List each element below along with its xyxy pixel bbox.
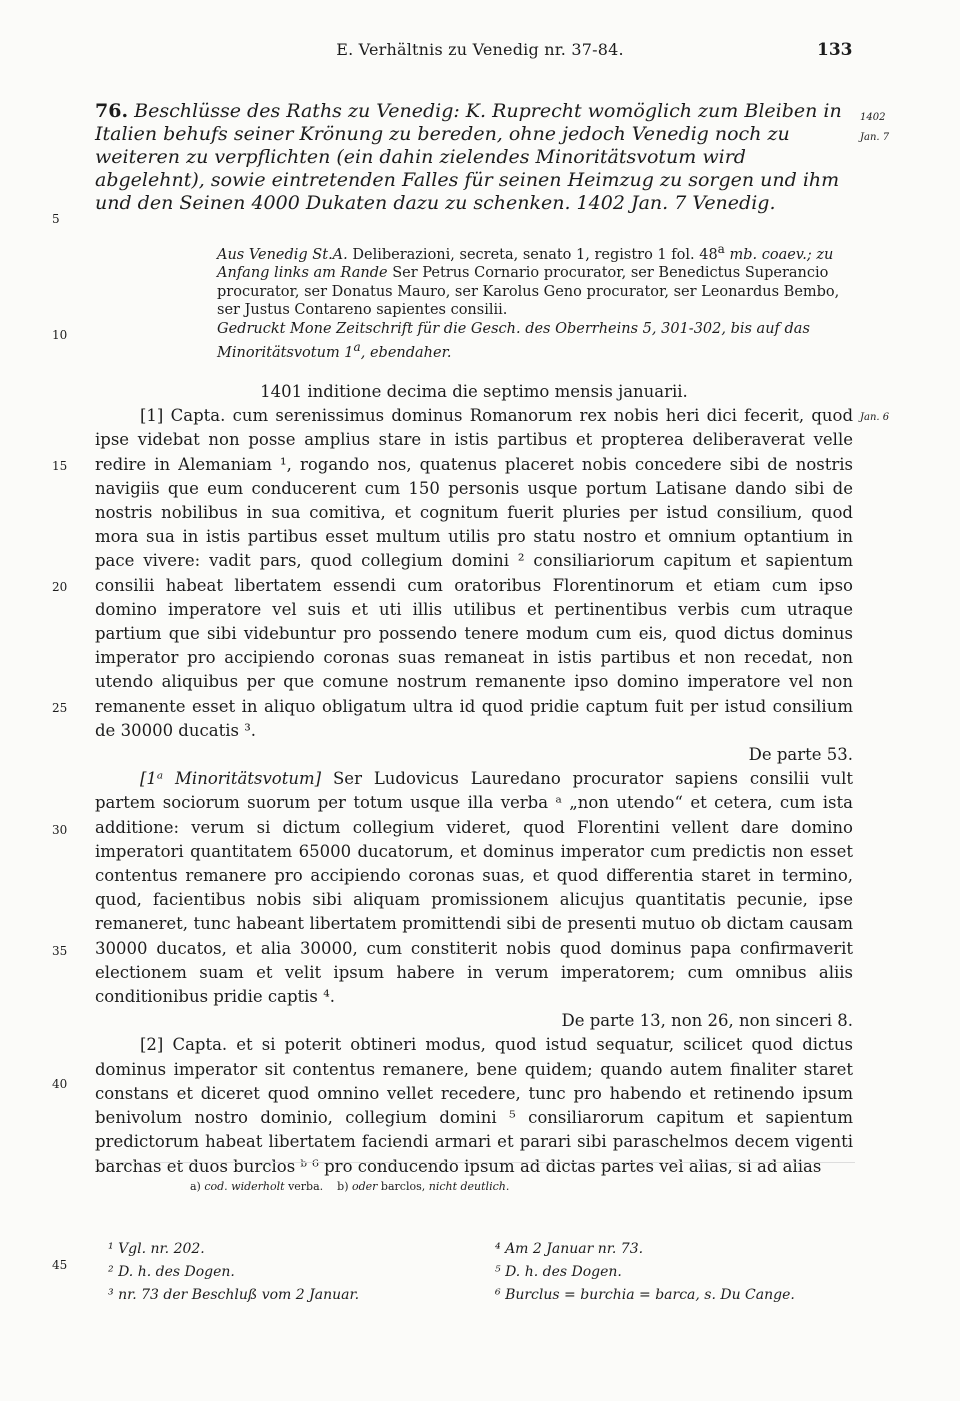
line-number: 25 [52, 701, 68, 715]
paragraph-label: [1ᵃ Minoritätsvotum] [140, 769, 322, 789]
critical-apparatus: a) cod. widerholt verba. b) oder barclos, nicht deutlich. [190, 1180, 510, 1193]
line-number: 30 [52, 823, 68, 837]
page-number: 133 [817, 40, 853, 60]
paragraph-label: [1] Capta. [140, 406, 226, 426]
line-number: 20 [52, 580, 68, 594]
divider [98, 1162, 855, 1163]
document-title [95, 100, 855, 215]
paragraph-label: [2] Capta. [140, 1035, 228, 1055]
line-number: 35 [52, 944, 68, 958]
main-text [95, 380, 853, 1179]
source-archive: Aus Venedig St.A. Deliberazioni, secreta, senato 1, registro 1 fol. 48$^a$ mb. coaev.; zu Anfang links am Rande Ser Petrus Cornario procurator, ser Benedictus Superancio procurator, ser Donatus Mauro, ser Karolus Geno procurator, ser Leonardus Bembo, ser Justus Contareno sapientes consilii. [217, 242, 840, 319]
document-number: 76. [95, 100, 129, 122]
footnote: ² D. h. des Dogen. [108, 1264, 235, 1280]
line-number: 5 [52, 212, 60, 226]
source-print: Gedruckt Mone Zeitschrift für die Gesch. des Oberrheins 5, 301-302, bis auf das Minoritätsvotum 1$^a$, ebendaher. [217, 320, 810, 362]
running-title: E. Verhältnis zu Venedig nr. 37-84. [336, 40, 624, 59]
footnotes-right [495, 1238, 795, 1307]
vote-result: De parte 13, non 26, non sinceri 8. [561, 1011, 853, 1031]
footnotes-left [108, 1238, 359, 1307]
footnote: ⁵ D. h. des Dogen. [495, 1264, 622, 1280]
document-title-text: Beschlüsse des Raths zu Venedig: K. Ruprecht womöglich zum Bleiben in Italien behufs seiner Krönung zu bereden, ohne jedoch Venedig noch zu weiteren zu verpflichten (ein dahin zielendes Minoritätsvotum wird abgelehnt), sowie eintretenden Falles für seinen Heimzug zu sorgen und ihm und den Seinen 4000 Dukaten dazu zu schenken. 1402 Jan. 7 Venedig. [95, 100, 842, 214]
paragraph-1: [1] Capta. cum serenissimus dominus Romanorum rex nobis heri dici fecerit, quod ipse videbat non posse amplius stare in istis partibus et propterea deliberaverat velle redire in Alemaniam ¹, rogando nos, quatenus placeret nobis concedere sibi de nostris navigiis que eum conducerent cum 150 personis usque portum Latisane dando sibi de nostris nobilibus in sua comitiva, et cognitum fuerit pluries per istud consilium, quod mora sua in istis partibus esset multum utilis pro statu nostro et omnium optantium in pace vivere: vadit pars, quod collegium domini ² consiliariorum capitum et sapientum consilii habeat libertatem essendi cum oratoribus Florentinorum et etiam cum ipso domino imperatore vel suis et uti illis utilibus et pertinentibus verbis cum utraque partium que sibi videbuntur pro possendo tenere modum cum eis, quod dictus dominus imperator pro accipiendo coronas suas remaneat in istis partibus et non recedat, non utendo aliquibus per que comune nostrum remanente ipso domino imperatore vel non remanente esset in aliquo obligatum ultra id quod pridie captum fuit per istud consilium de 30000 ducatis ³. [95, 406, 854, 740]
line-number: 40 [52, 1077, 68, 1091]
vote-result: De parte 53. [748, 745, 853, 765]
line-number: 15 [52, 459, 68, 473]
margin-day: Jan. 7 [860, 132, 890, 143]
paragraph-2: [1ᵃ Minoritätsvotum] Ser Ludovicus Lauredano procurator sapiens consilii vult partem sociorum suorum per totum usque illa verba ᵃ „non utendo“ et cetera, cum ista additione: verum si dictum collegium videret, quod Florentini vellent dare domino imperatori quantitatem 65000 ducatorum, et dominus imperator cum predictis non esset contentus remanere pro accipiendo coronas suas, et quod differentia staret in termino, quod, facientibus nobis sibi aliquam promissionem alicujus quantitatis pecunie, ipse remaneret, tunc habeant libertatem promittendi sibi de presenti mutuo ob dictam causam 30000 ducatos, et alia 30000, cum constiterit nobis quod dominus papa confirmaverit electionem suam et velit ipsum habere in verum imperatorem; cum omnibus aliis conditionibus pridie captis ⁴. [95, 769, 854, 1007]
line-number: 10 [52, 328, 68, 342]
margin-year: 1402 [860, 112, 886, 123]
margin-date [860, 108, 889, 148]
source-note [217, 240, 855, 363]
footnote: ³ nr. 73 der Beschluß vom 2 Januar. [108, 1287, 360, 1303]
footnote: ¹ Vgl. nr. 202. [108, 1241, 205, 1257]
footnote: ⁴ Am 2 Januar nr. 73. [495, 1241, 644, 1257]
line-number: 45 [52, 1258, 68, 1272]
footnote: ⁶ Burclus = burchia = barca, s. Du Cange. [495, 1287, 795, 1303]
margin-date-body: Jan. 6 [860, 412, 890, 423]
paragraph-3: [2] Capta. et si poterit obtineri modus, quod istud sequatur, scilicet quod dictus dominus imperator sit contentus remanere, bene quidem; quando autem finaliter staret constans et diceret quod omnino vellet recedere, tunc pro habendo et retinendo ipsum benivolum nostro dominio, collegium domini ⁵ consiliarorum capitum et sapientum predictorum habeat libertatem faciendi armari et parari sibi paraschelmos decem vigenti barchas et duos burclos ᵇ ⁶ pro conducendo ipsum ad dictas partes vel alias, si ad alias [95, 1035, 854, 1176]
dateline: 1401 inditione decima die septimo mensis januarii. [260, 382, 688, 401]
